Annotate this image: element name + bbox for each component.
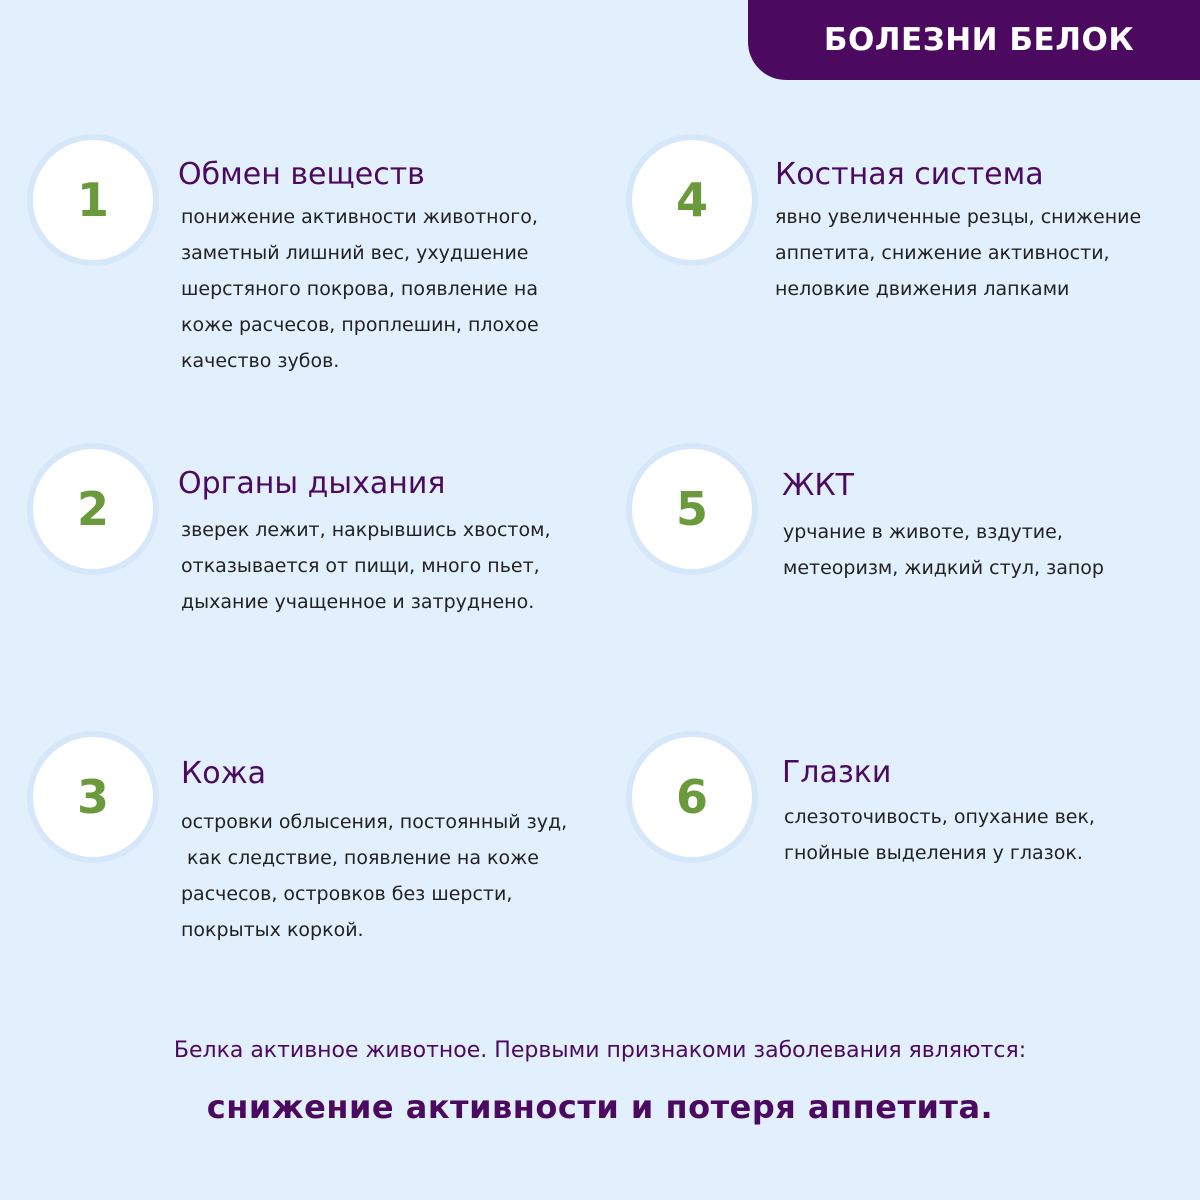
item-description-2: [181, 512, 551, 620]
description-line: как следствие, появление на коже: [181, 847, 539, 869]
number-badge-2: [33, 449, 153, 569]
description-line: аппетита, снижение активности,: [775, 242, 1110, 264]
description-line: заметный лишний вес, ухудшение: [181, 242, 529, 264]
number-badge-3: [33, 737, 153, 857]
header-banner: [748, 0, 1200, 80]
page-title: БОЛЕЗНИ БЕЛОК: [823, 22, 1135, 58]
description-line: расчесов, островков без шерсти,: [181, 883, 513, 905]
number-badge-5: [632, 449, 752, 569]
number-label-6: 6: [675, 770, 708, 824]
item-description-6: [784, 799, 1095, 871]
item-title-6: Глазки: [782, 755, 892, 790]
number-badge-6: [632, 737, 752, 857]
description-line: неловкие движения лапками: [775, 278, 1070, 300]
number-badge-1: [33, 140, 153, 260]
item-description-3: [181, 804, 567, 948]
description-line: коже расчесов, проплешин, плохое: [181, 314, 539, 336]
description-line: метеоризм, жидкий стул, запор: [783, 557, 1104, 579]
item-description-1: [181, 199, 539, 379]
footer-intro: Белка активное животное. Первыми признакоми заболевания являются:: [173, 1038, 1027, 1063]
description-line: шерстяного покрова, появление на: [181, 278, 538, 300]
description-line: понижение активности животного,: [181, 206, 538, 228]
item-description-4: [775, 199, 1141, 307]
description-line: гнойные выделения у глазок.: [784, 842, 1083, 864]
number-label-4: 4: [675, 173, 708, 227]
description-line: покрытых коркой.: [181, 919, 364, 941]
description-line: островки облысения, постоянный зуд,: [181, 811, 568, 833]
item-title-2: Органы дыхания: [178, 466, 446, 501]
description-line: слезоточивость, опухание век,: [784, 806, 1095, 828]
description-line: отказывается от пищи, много пьет,: [181, 555, 540, 577]
description-line: явно увеличенные резцы, снижение: [775, 206, 1142, 228]
number-label-3: 3: [76, 770, 109, 824]
description-line: урчание в животе, вздутие,: [783, 521, 1063, 543]
item-title-3: Кожа: [181, 756, 267, 791]
item-title-1: Обмен веществ: [178, 157, 425, 192]
description-line: зверек лежит, накрывшись хвостом,: [181, 519, 551, 541]
item-description-5: [783, 514, 1104, 586]
description-line: дыхание учащенное и затруднено.: [181, 591, 535, 613]
footer-emphasis: снижение активности и потеря аппетита.: [206, 1088, 994, 1126]
item-title-4: Костная система: [775, 157, 1044, 192]
description-line: качество зубов.: [181, 350, 340, 372]
number-badge-4: [632, 140, 752, 260]
item-title-5: ЖКТ: [782, 468, 854, 503]
number-label-5: 5: [675, 482, 708, 536]
number-label-1: 1: [76, 173, 109, 227]
number-label-2: 2: [76, 482, 109, 536]
